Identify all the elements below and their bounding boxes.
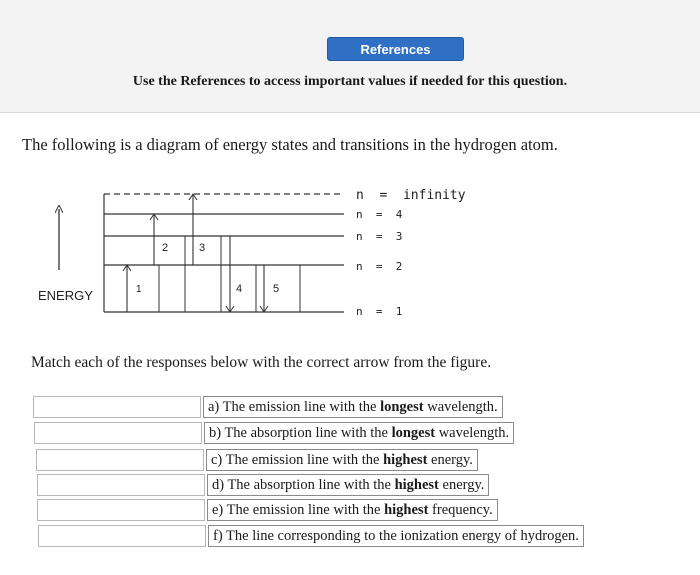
answer-dropzone-a[interactable]	[33, 396, 201, 418]
arrow-label-4: 4	[236, 283, 243, 295]
level-label-infinity: n = infinity	[356, 188, 466, 203]
arrow-label-3: 3	[199, 242, 206, 254]
response-label-a: a) The emission line with the longest wavelength.	[203, 396, 503, 418]
arrow-label-1: 1	[136, 284, 142, 295]
response-label-c: c) The emission line with the highest energy.	[206, 449, 478, 471]
answer-dropzone-e[interactable]	[37, 499, 205, 521]
response-label-e: e) The emission line with the highest frequency.	[207, 499, 498, 521]
arrow-label-2: 2	[162, 242, 169, 254]
question-intro: The following is a diagram of energy states and transitions in the hydrogen atom.	[22, 135, 558, 154]
answer-dropzone-b[interactable]	[34, 422, 202, 444]
match-instructions: Match each of the responses below with the correct arrow from the figure.	[31, 354, 492, 371]
level-label-n1: n = 1	[356, 305, 403, 318]
response-label-f: f) The line corresponding to the ionization energy of hydrogen.	[208, 525, 584, 547]
response-label-d: d) The absorption line with the highest energy.	[207, 474, 489, 496]
arrow-label-5: 5	[273, 283, 280, 295]
level-label-n4: n = 4	[356, 208, 403, 221]
references-button[interactable]: References	[327, 37, 464, 61]
level-label-n2: n = 2	[356, 260, 403, 273]
answer-dropzone-c[interactable]	[36, 449, 204, 471]
level-label-n3: n = 3	[356, 230, 403, 243]
response-label-b: b) The absorption line with the longest wavelength.	[204, 422, 514, 444]
answer-dropzone-d[interactable]	[37, 474, 205, 496]
energy-axis-label: ENERGY	[38, 288, 93, 303]
answer-dropzone-f[interactable]	[38, 525, 206, 547]
references-note: Use the References to access important values if needed for this question.	[132, 74, 568, 89]
